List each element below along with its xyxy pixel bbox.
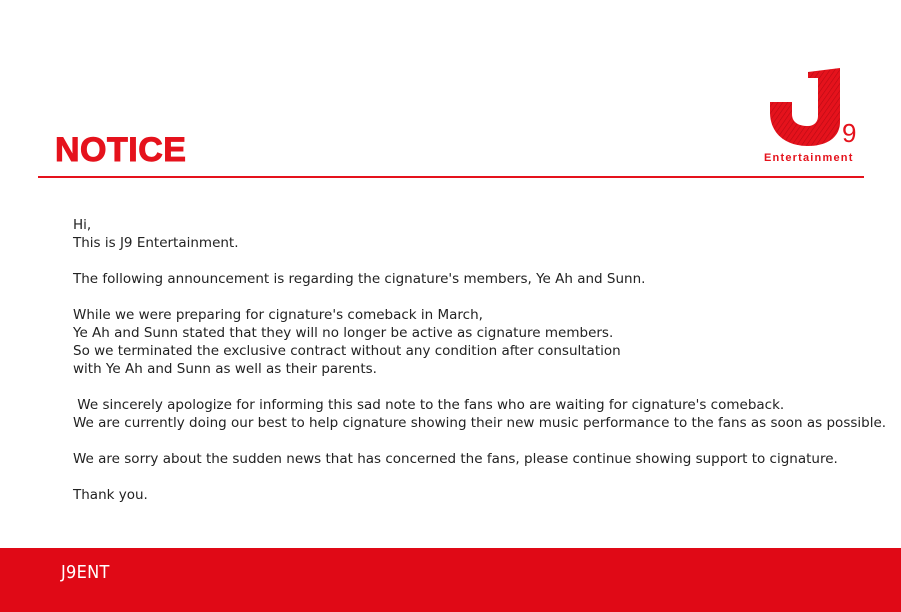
body-line: Ye Ah and Sunn stated that they will no longer be active as cignature members. bbox=[73, 325, 614, 341]
intro-paragraph bbox=[73, 270, 873, 288]
body-line: We are sorry about the sudden news that has concerned the fans, please continue showing support to cignature. bbox=[73, 451, 838, 467]
body-line: This is J9 Entertainment. bbox=[73, 235, 239, 251]
greeting-paragraph bbox=[73, 216, 873, 252]
notice-title: NOTICE bbox=[55, 131, 187, 169]
body-line: We sincerely apologize for informing this sad note to the fans who are waiting for cignature's comeback. bbox=[73, 397, 785, 413]
details-paragraph bbox=[73, 306, 873, 378]
header-divider bbox=[38, 176, 864, 178]
signoff-paragraph bbox=[73, 486, 873, 504]
footer-bar bbox=[0, 548, 901, 612]
notice-body bbox=[73, 216, 887, 522]
apology-paragraph bbox=[73, 396, 887, 432]
logo-number: 9 bbox=[842, 118, 857, 148]
j9-logo bbox=[760, 66, 864, 166]
body-line: Hi, bbox=[73, 217, 92, 233]
body-line: So we terminated the exclusive contract without any condition after consultation bbox=[73, 343, 621, 359]
body-line: While we were preparing for cignature's comeback in March, bbox=[73, 307, 483, 323]
body-line: The following announcement is regarding the cignature's members, Ye Ah and Sunn. bbox=[73, 271, 646, 287]
footer-brand: J9ENT bbox=[61, 562, 110, 583]
logo-subtitle: Entertainment bbox=[764, 152, 854, 164]
closing-paragraph bbox=[73, 450, 873, 468]
body-line: We are currently doing our best to help cignature showing their new music performance to the fans as soon as possible. bbox=[73, 415, 887, 431]
body-line: with Ye Ah and Sunn as well as their parents. bbox=[73, 361, 377, 377]
body-line: Thank you. bbox=[73, 487, 148, 503]
j9-logo-mark-icon bbox=[764, 66, 844, 146]
